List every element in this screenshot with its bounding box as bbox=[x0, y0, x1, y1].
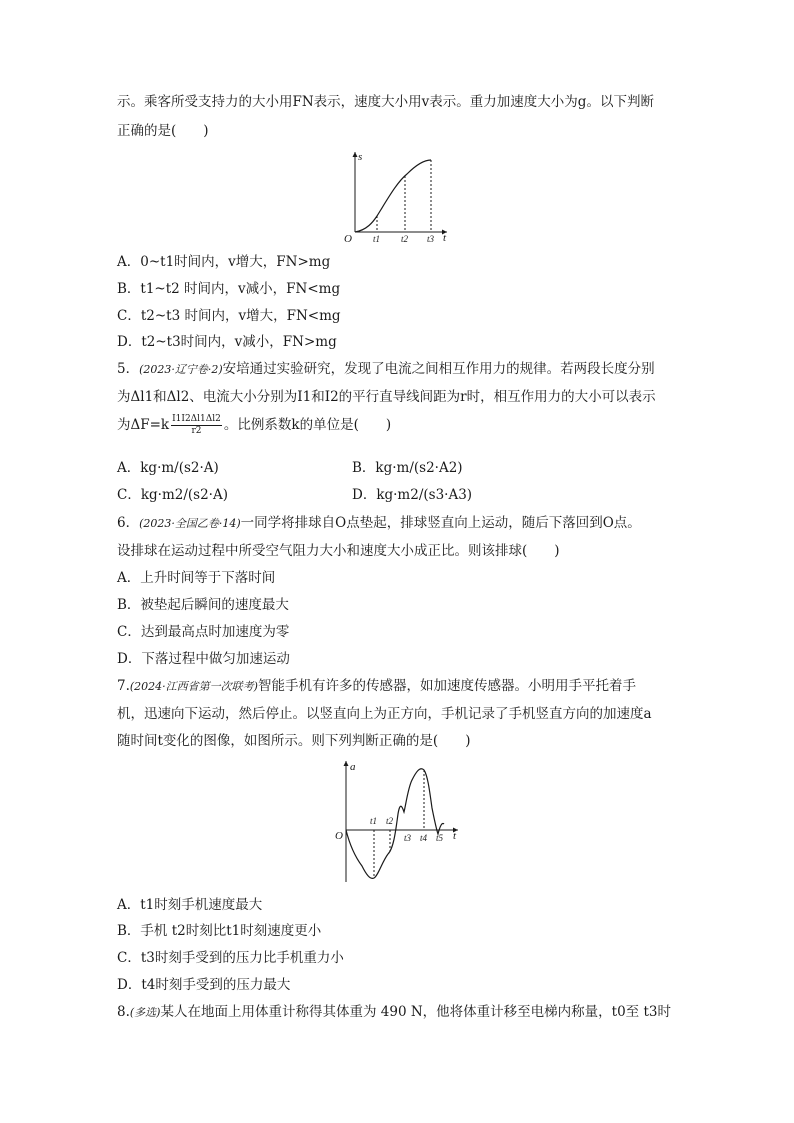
tick-t1: t1 bbox=[370, 816, 378, 826]
q6-number: 6． bbox=[117, 515, 140, 531]
q5-line-2: 为Δl1和Δl2、电流大小分别为I1和I2的平行直导线间距为r时，相互作用力的大小可以表示 bbox=[117, 389, 656, 405]
q5-number: 5． bbox=[117, 361, 140, 377]
tick-t3: t3 bbox=[404, 833, 412, 843]
q6-source: (2023·全国乙卷·14) bbox=[139, 517, 241, 530]
q5-source: (2023·辽宁卷·2) bbox=[139, 363, 223, 376]
tick-t2: t2 bbox=[386, 816, 394, 826]
q6-line-1 bbox=[117, 513, 641, 534]
q5-option-a: A．kg·m/(s2·A) bbox=[117, 460, 219, 476]
x-axis-label: t bbox=[453, 830, 457, 842]
q6-text-1: 一同学将排球自O点垫起，排球竖直向上运动，随后下落回到O点。 bbox=[240, 515, 641, 531]
y-axis-arrow bbox=[344, 761, 349, 766]
s-t-graph bbox=[335, 148, 455, 244]
q5-formula-prefix: 为ΔF=k bbox=[117, 417, 170, 433]
q5-formula-suffix: 。比例系数k的单位是( ) bbox=[223, 417, 392, 433]
q7-text-1: 智能手机有许多的传感器，如加速度传感器。小明用手平托着手 bbox=[257, 678, 636, 694]
q8-text-1: 某人在地面上用体重计称得其体重为 490 N，他将体重计移至电梯内称量，t0至 t3时 bbox=[160, 1004, 671, 1020]
q6-option-c: C．达到最高点时加速度为零 bbox=[117, 624, 290, 640]
a-t-graph bbox=[332, 758, 464, 886]
q4-option-d: D．t2~t3时间内，v减小，FN>mg bbox=[117, 334, 337, 350]
q4-option-b: B．t1~t2 时间内，v减小，FN<mg bbox=[117, 281, 341, 297]
q5-fraction-denominator: r2 bbox=[191, 426, 202, 436]
x-axis-label: t bbox=[443, 232, 447, 244]
q7-option-d: D．t4时刻手受到的压力最大 bbox=[117, 977, 291, 993]
q7-line-2: 机，迅速向下运动，然后停止。以竖直向上为正方向，手机记录了手机竖直方向的加速度a bbox=[117, 706, 652, 722]
q4-option-c: C．t2~t3 时间内，v增大，FN<mg bbox=[117, 308, 341, 324]
q5-line-3 bbox=[117, 414, 391, 448]
q7-line-3: 随时间t变化的图像，如图所示。则下列判断正确的是( ) bbox=[117, 733, 471, 749]
origin-label: O bbox=[335, 830, 343, 842]
q7-option-b: B．手机 t2时刻比t1时刻速度更小 bbox=[117, 923, 322, 939]
origin-label: O bbox=[344, 233, 352, 244]
q8-line-1 bbox=[117, 1002, 671, 1023]
q7-line-1 bbox=[117, 676, 636, 697]
intro-line-2: 正确的是( ) bbox=[117, 123, 209, 139]
tick-t4: t4 bbox=[420, 833, 428, 843]
q8-number: 8. bbox=[117, 1004, 130, 1020]
tick-t5: t5 bbox=[436, 833, 444, 843]
q6-line-2: 设排球在运动过程中所受空气阻力大小和速度大小成正比。则该排球( ) bbox=[117, 543, 560, 559]
y-axis-label: s bbox=[358, 151, 363, 163]
q7-option-c: C．t3时刻手受到的压力比手机重力小 bbox=[117, 950, 344, 966]
q5-option-b: B．kg·m/(s2·A2) bbox=[352, 460, 463, 476]
q5-text-1: 安培通过实验研究，发现了电流之间相互作用力的规律。若两段长度分别 bbox=[222, 361, 655, 377]
q5-line-1 bbox=[117, 359, 655, 380]
q6-option-a: A．上升时间等于下落时间 bbox=[117, 570, 276, 586]
tick-t3: t3 bbox=[427, 234, 435, 244]
tick-t2: t2 bbox=[401, 234, 409, 244]
q7-option-a: A．t1时刻手机速度最大 bbox=[117, 897, 263, 913]
q5-option-c: C．kg·m2/(s2·A) bbox=[117, 487, 228, 503]
q5-fraction-numerator: I1I2Δl1Δl2 bbox=[172, 414, 221, 424]
q6-option-d: D．下落过程中做匀加速运动 bbox=[117, 651, 290, 667]
s-t-curve bbox=[355, 160, 431, 232]
q5-option-d: D．kg·m2/(s3·A3) bbox=[352, 487, 473, 503]
q7-number: 7. bbox=[117, 678, 130, 694]
q7-source: (2024·江西省第一次联考) bbox=[129, 680, 258, 693]
intro-line-1: 示。乘客所受支持力的大小用FN表示，速度大小用v表示。重力加速度大小为g。以下判断 bbox=[117, 94, 654, 110]
q6-option-b: B．被垫起后瞬间的速度最大 bbox=[117, 597, 289, 613]
a-t-curve bbox=[346, 769, 444, 879]
q4-option-a: A．0~t1时间内，v增大，FN>mg bbox=[117, 254, 331, 270]
y-axis-arrow bbox=[353, 152, 358, 157]
q8-source: (多选) bbox=[129, 1006, 161, 1019]
y-axis-label: a bbox=[350, 761, 356, 773]
q5-formula-fraction bbox=[171, 414, 222, 437]
tick-t1: t1 bbox=[373, 234, 381, 244]
